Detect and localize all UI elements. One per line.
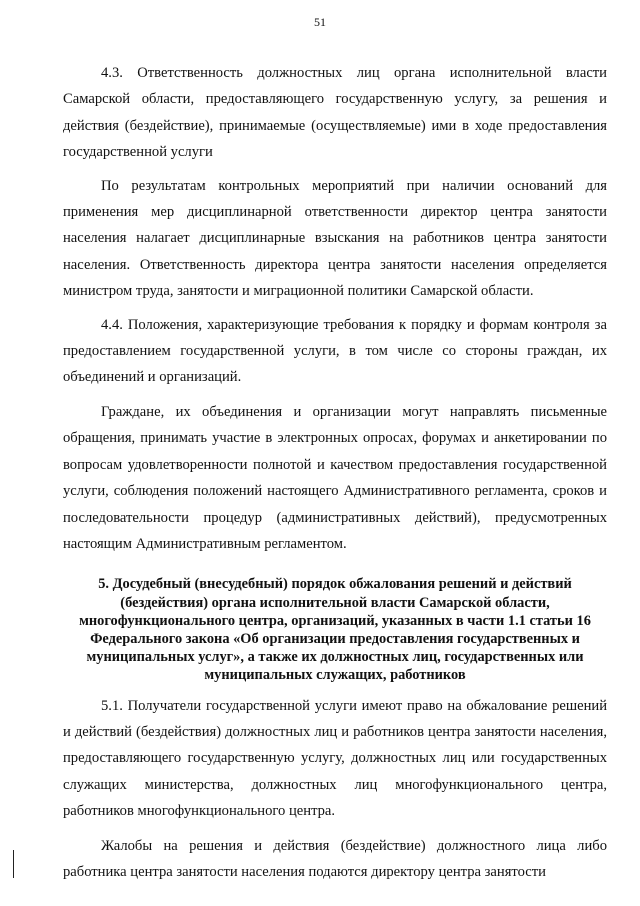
paragraph-control-results: По результатам контрольных мероприятий при наличии оснований для применения мер дисциплинарной ответственности директор центра занятости населения налагает дисциплинарные взыскания на работников центра занятости населения. Ответственность директора центра занятости населения определяется министром труда, занятости и миграционной политики Самарской области. — [63, 177, 607, 300]
paragraph-5-1: 5.1. Получатели государственной услуги имеют право на обжалование решений и действий (бездействия) должностных лиц и работников центра занятости населения, предоставляющего государственную услугу, должностных лиц или государственных служащих министерства, должностных лиц многофункционального центра, работников многофункционального центра. — [63, 697, 607, 820]
section-5-heading: 5. Досудебный (внесудебный) порядок обжалования решений и действий (бездействия) органа исполнительной власти Самарской области, многофункционального центра, организаций, указанных в части 1.1 статьи 16 Федерального закона «Об организации предоставления государственных и муниципальных услуг», а также их должностных лиц, государственных или муниципальных служащих, работников — [79, 576, 591, 684]
paragraph-complaints: Жалобы на решения и действия (бездействие) должностного лица либо работника центра занятости населения подаются директору центра занятости — [63, 837, 607, 880]
margin-mark — [13, 850, 14, 878]
section-5-heading-wrap — [63, 575, 607, 684]
paragraph-citizens: Граждане, их объединения и организации могут направлять письменные обращения, принимать участие в электронных опросах, форумах и анкетировании по вопросам удовлетворенности полнотой и качеством предоставления государственной услуги, соблюдения положений настоящего Административного регламента, сроков и последовательности процедур (административных действий), предусмотренных настоящим Административным регламентом. — [63, 403, 607, 552]
document-body — [63, 60, 607, 885]
paragraph-4-4: 4.4. Положения, характеризующие требования к порядку и формам контроля за предоставлением государственной услуги, в том числе со стороны граждан, их объединений и организаций. — [63, 316, 607, 386]
paragraph-4-3: 4.3. Ответственность должностных лиц органа исполнительной власти Самарской области, предоставляющего государственную услугу, за решения и действия (бездействие), принимаемые (осуществляемые) ими в ходе предоставления государственной услуги — [63, 65, 607, 161]
page-number: 51 — [314, 15, 326, 29]
